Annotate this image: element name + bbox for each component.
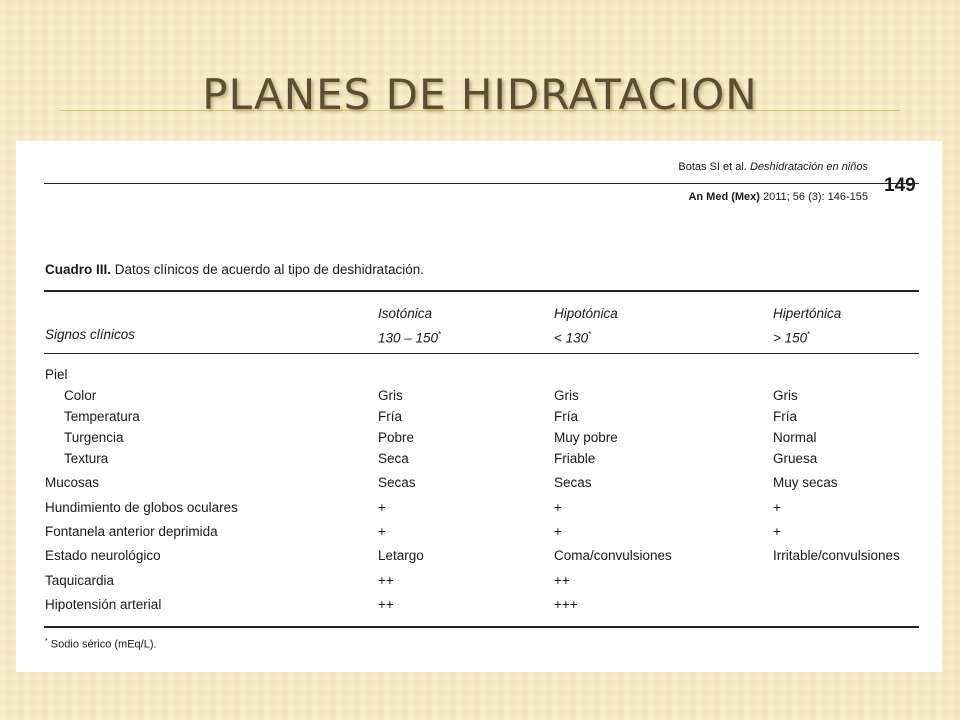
cell-iso: Fría bbox=[378, 409, 403, 424]
column-header-isotonica-name: Isotónica bbox=[378, 306, 433, 321]
column-header-isotonica bbox=[378, 303, 441, 349]
cell-iso: Pobre bbox=[378, 430, 415, 445]
column-header-hipertonica bbox=[773, 303, 841, 349]
table-footnote: * Sodio sérico (mEq/L). bbox=[45, 638, 157, 651]
cell-iso: Secas bbox=[378, 475, 416, 490]
journal-citation: 2011; 56 (3): 146-155 bbox=[763, 191, 868, 203]
row-label: Mucosas bbox=[45, 475, 100, 490]
row-label: Taquicardia bbox=[45, 573, 115, 588]
table-top-rule bbox=[44, 290, 919, 292]
cell-iso: + bbox=[378, 500, 386, 515]
row-label: Textura bbox=[64, 451, 109, 466]
cell-hiper: + bbox=[773, 524, 781, 539]
running-head-article-title: Deshidratación en niños bbox=[749, 161, 868, 173]
cell-hipo: Coma/convulsiones bbox=[554, 548, 672, 563]
cell-hiper: Normal bbox=[773, 430, 817, 445]
column-header-signs: Signos clínicos bbox=[45, 327, 136, 342]
cell-hipo: ++ bbox=[554, 573, 570, 588]
cell-hipo: + bbox=[554, 524, 562, 539]
cell-iso: ++ bbox=[378, 573, 394, 588]
cell-hiper: Irritable/convulsiones bbox=[773, 548, 900, 563]
row-label: Hipotensión arterial bbox=[45, 597, 162, 612]
cell-hipo: Gris bbox=[554, 388, 579, 403]
cell-iso: Gris bbox=[378, 388, 403, 403]
row-label: Temperatura bbox=[64, 409, 140, 424]
row-label: Turgencia bbox=[64, 430, 124, 445]
table-caption bbox=[45, 262, 424, 277]
table-caption-text: Datos clínicos de acuerdo al tipo de deshidratación. bbox=[114, 262, 424, 277]
table-caption-label: Cuadro III. bbox=[45, 262, 112, 277]
cell-hipo: +++ bbox=[554, 597, 578, 612]
row-label: Fontanela anterior deprimida bbox=[45, 524, 218, 539]
slide-title: PLANES DE HIDRATACION bbox=[202, 70, 758, 119]
running-head-authors bbox=[16, 161, 868, 173]
cell-iso: Letargo bbox=[378, 548, 424, 563]
page-number: 149 bbox=[884, 175, 916, 196]
column-header-hipertonica-range: > 150* bbox=[773, 330, 811, 346]
row-label: Estado neurológico bbox=[45, 548, 161, 563]
column-header-hipertonica-name: Hipertónica bbox=[773, 306, 842, 321]
journal-name: An Med (Mex) bbox=[688, 191, 760, 203]
cell-hiper: Gruesa bbox=[773, 451, 818, 466]
cell-iso: + bbox=[378, 524, 386, 539]
cell-iso: Seca bbox=[378, 451, 409, 466]
column-header-hipotonica-range: < 130* bbox=[554, 330, 592, 346]
running-head-citation bbox=[16, 191, 868, 203]
cell-hipo: Secas bbox=[554, 475, 592, 490]
cell-hiper: + bbox=[773, 500, 781, 515]
cell-hipo: Fría bbox=[554, 409, 579, 424]
table-footnote-text: Sodio sérico (mEq/L). bbox=[50, 638, 157, 651]
table-bottom-rule bbox=[44, 626, 919, 628]
cell-iso: ++ bbox=[378, 597, 394, 612]
cell-hiper: Gris bbox=[773, 388, 798, 403]
column-header-hipotonica-name: Hipotónica bbox=[554, 306, 618, 321]
cell-hiper: Fría bbox=[773, 409, 798, 424]
cell-hipo: Muy pobre bbox=[554, 430, 618, 445]
running-head-author-names: Botas SI et al. bbox=[678, 161, 747, 173]
column-header-isotonica-range: 130 – 150* bbox=[378, 330, 442, 346]
cell-hipo: + bbox=[554, 500, 562, 515]
row-label: Piel bbox=[45, 367, 68, 382]
document-excerpt bbox=[16, 141, 942, 672]
header-rule bbox=[44, 183, 919, 184]
column-header-hipotonica bbox=[554, 303, 618, 349]
cell-hiper: Muy secas bbox=[773, 475, 838, 490]
row-label: Color bbox=[64, 388, 97, 403]
row-label: Hundimiento de globos oculares bbox=[45, 500, 238, 515]
table-header-rule bbox=[44, 353, 919, 354]
cell-hipo: Friable bbox=[554, 451, 596, 466]
